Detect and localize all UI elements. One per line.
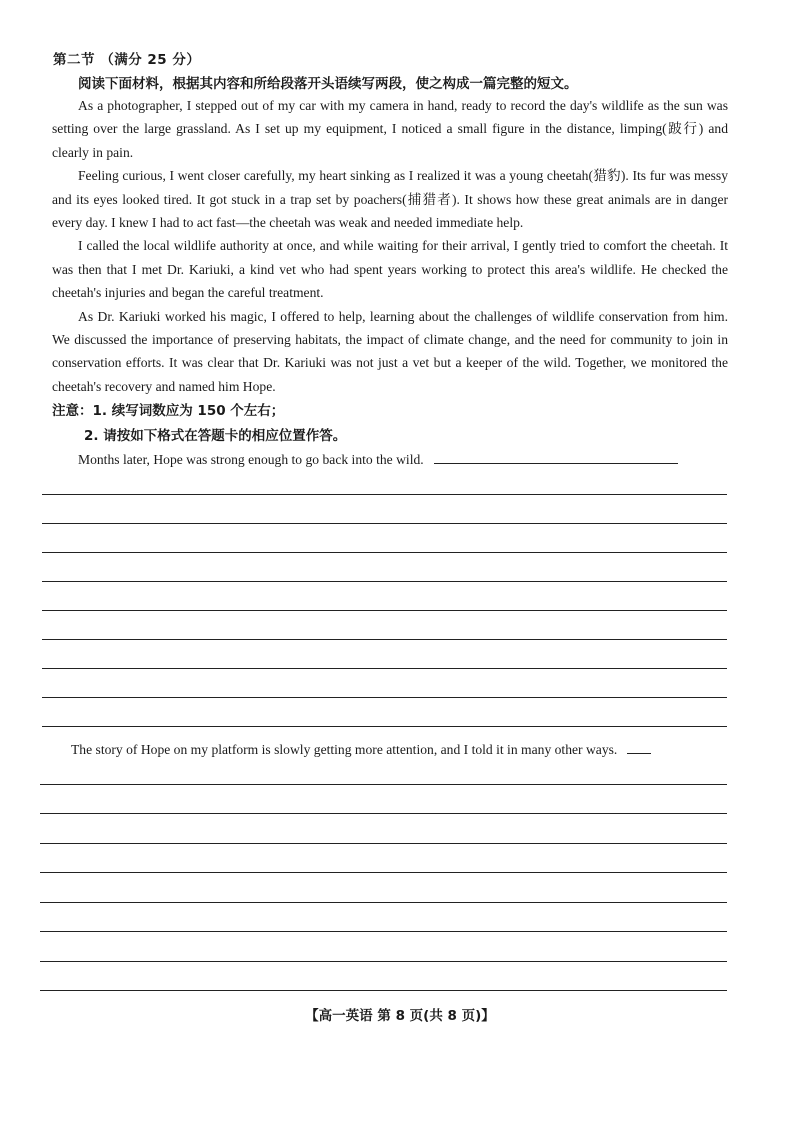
- answer-line[interactable]: [40, 843, 727, 844]
- answer-line[interactable]: [42, 581, 727, 582]
- section-heading: 第二节 （满分 25 分）: [53, 52, 201, 68]
- answer-line[interactable]: [40, 931, 727, 932]
- answer-line[interactable]: [40, 961, 727, 962]
- passage-paragraph: Feeling curious, I went closer carefully, my heart sinking as I realized it was a young cheetah(猎豹). Its fur was messy and its eyes looked tired. It got stuck in a trap set by poachers(捕猎者). It shows how these great animals are in danger every day. I knew I had to act fast—the cheetah was weak and needed immediate help.: [52, 168, 728, 231]
- passage-paragraph: As a photographer, I stepped out of my car with my camera in hand, ready to record the day's wildlife as the sun was setting over the large grassland. As I set up my equipment, I noticed a small figure in the distance, limping(跛行) and clearly in pain.: [52, 98, 728, 160]
- answer-line[interactable]: [40, 872, 727, 873]
- answer-line[interactable]: [42, 639, 727, 640]
- answer-line[interactable]: [40, 990, 727, 991]
- passage-paragraph: As Dr. Kariuki worked his magic, I offered to help, learning about the challenges of wildlife conservation from him. We discussed the importance of preserving habitats, the impact of climate change, and the need for community to join in conservation efforts. It was clear that Dr. Kariuki was not just a vet but a keeper of the wild. Together, we monitored the cheetah's recovery and named him Hope.: [52, 308, 728, 394]
- writing-notes: [52, 399, 346, 449]
- paragraph-opener-1: [78, 452, 678, 468]
- page-footer: 【高一英语 第 8 页(共 8 页)】: [305, 1008, 495, 1024]
- section-instruction: 阅读下面材料，根据其内容和所给段落开头语续写两段，使之构成一篇完整的短文。: [78, 76, 578, 92]
- answer-line[interactable]: [40, 902, 727, 903]
- passage-paragraph: I called the local wildlife authority at once, and while waiting for their arrival, I gently tried to comfort the cheetah. It was then that I met Dr. Kariuki, a kind vet who had spent years working to protect this area's wildlife. He checked the cheetah's injuries and began the careful treatment.: [52, 238, 728, 301]
- answer-line[interactable]: [42, 668, 727, 669]
- opener-text-2: The story of Hope on my platform is slowly getting more attention, and I told it in many other ways.: [71, 742, 618, 757]
- answer-line[interactable]: [42, 697, 727, 698]
- answer-line[interactable]: [42, 494, 727, 495]
- answer-blank-1[interactable]: [434, 462, 678, 464]
- note-word-count: 注意：1. 续写词数应为 150 个左右；: [52, 403, 285, 419]
- answer-line[interactable]: [40, 813, 727, 814]
- paragraph-opener-2: [71, 742, 651, 758]
- opener-text-1: Months later, Hope was strong enough to go back into the wild.: [78, 452, 424, 467]
- note-format: 2. 请按如下格式在答题卡的相应位置作答。: [84, 428, 347, 444]
- reading-passage: [52, 94, 728, 398]
- answer-blank-2[interactable]: [627, 752, 651, 754]
- answer-line[interactable]: [42, 523, 727, 524]
- answer-line[interactable]: [42, 552, 727, 553]
- answer-line[interactable]: [40, 784, 727, 785]
- answer-line[interactable]: [42, 726, 727, 727]
- answer-line[interactable]: [42, 610, 727, 611]
